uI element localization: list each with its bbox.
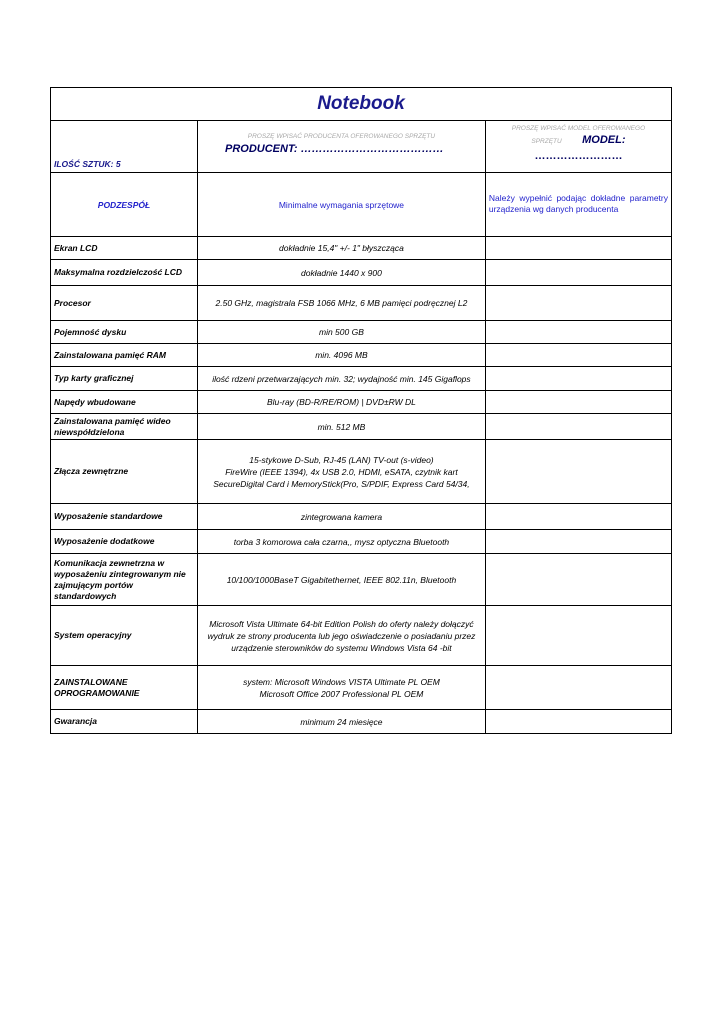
spec-label: Pojemność dysku — [51, 321, 198, 344]
spec-requirement: min. 512 MB — [198, 414, 486, 440]
table-row — [51, 260, 672, 286]
spec-label: Maksymalna rozdzielczość LCD — [51, 260, 198, 286]
spec-requirement: Microsoft Vista Ultimate 64-bit Edition Polish do oferty należy dołączyć wydruk ze strony producenta lub jego oświadczenie o posiadaniu przez urządzenie sterowników do systemu Windows Vista 64 -bit — [198, 606, 486, 666]
component-heading: PODZESPÓŁ — [51, 173, 198, 237]
table-row — [51, 504, 672, 530]
spec-label: Wyposażenie dodatkowe — [51, 530, 198, 554]
offer-value-cell[interactable] — [485, 440, 671, 504]
table-row — [51, 237, 672, 260]
offer-value-cell[interactable] — [485, 606, 671, 666]
spec-label: Zainstalowana pamięć RAM — [51, 344, 198, 367]
spec-requirement: dokładnie 1440 x 900 — [198, 260, 486, 286]
spec-label: Komunikacja zewnetrzna w wyposażeniu zintegrowanym nie zajmującym portów standardowych — [51, 554, 198, 606]
spec-label: Zainstalowana pamięć wideo niewspółdzielona — [51, 414, 198, 440]
fill-instruction: Należy wypełnić podając dokładne parametry urządzenia wg danych producenta — [485, 173, 671, 237]
table-row — [51, 710, 672, 734]
table-row — [51, 554, 672, 606]
spec-label: Napędy wbudowane — [51, 391, 198, 414]
model-dots: …………………… — [534, 150, 623, 162]
min-requirements-heading: Minimalne wymagania sprzętowe — [198, 173, 486, 237]
table-row — [51, 367, 672, 391]
spec-requirement: dokładnie 15,4" +/- 1" błyszcząca — [198, 237, 486, 260]
spec-table — [50, 87, 672, 734]
offer-value-cell[interactable] — [485, 710, 671, 734]
title-row — [51, 88, 672, 121]
table-row — [51, 530, 672, 554]
column-header-row — [51, 173, 672, 237]
spec-label: System operacyjny — [51, 606, 198, 666]
table-row — [51, 666, 672, 710]
spec-label: Procesor — [51, 286, 198, 321]
spec-requirement: 15-stykowe D-Sub, RJ-45 (LAN) TV-out (s-video) FireWire (IEEE 1394), 4x USB 2.0, HDMI, eSATA, czytnik kart SecureDigital Card i MemoryStick(Pro, S/PDIF, Express Card 54/34, — [198, 440, 486, 504]
offer-value-cell[interactable] — [485, 237, 671, 260]
quantity-cell: ILOŚĆ SZTUK: 5 — [51, 121, 198, 173]
spec-requirement: system: Microsoft Windows VISTA Ultimate PL OEM Microsoft Office 2007 Professional PL OEM — [198, 666, 486, 710]
offer-value-cell[interactable] — [485, 344, 671, 367]
spec-requirement: Blu-ray (BD-R/RE/ROM) | DVD±RW DL — [198, 391, 486, 414]
producer-label: PRODUCENT: ………………………………… — [225, 143, 444, 155]
spec-requirement: min 500 GB — [198, 321, 486, 344]
model-cell[interactable] — [485, 121, 671, 173]
producer-hint: PROSZĘ WPISAĆ PRODUCENTA OFEROWANEGO SPRZĘTU — [247, 133, 436, 140]
spec-requirement: ilość rdzeni przetwarzających min. 32; wydajność min. 145 Gigaflops — [198, 367, 486, 391]
spec-requirement: torba 3 komorowa cała czarna,, mysz optyczna Bluetooth — [198, 530, 486, 554]
table-row — [51, 391, 672, 414]
offer-value-cell[interactable] — [485, 321, 671, 344]
document-title: Notebook — [317, 93, 405, 114]
offer-value-cell[interactable] — [485, 504, 671, 530]
offer-value-cell[interactable] — [485, 554, 671, 606]
table-row — [51, 321, 672, 344]
spec-label: Wyposażenie standardowe — [51, 504, 198, 530]
spec-requirement: minimum 24 miesięce — [198, 710, 486, 734]
spec-label: Złącza zewnętrzne — [51, 440, 198, 504]
spec-label: ZAINSTALOWANE OPROGRAMOWANIE — [51, 666, 198, 710]
model-hint-line1: PROSZĘ WPISAĆ MODEL OFEROWANEGO — [511, 125, 646, 132]
spec-label: Typ karty graficznej — [51, 367, 198, 391]
model-label: MODEL: — [582, 134, 626, 146]
producer-cell[interactable] — [198, 121, 486, 173]
spec-label: Ekran LCD — [51, 237, 198, 260]
spec-rows — [51, 237, 672, 734]
offer-value-cell[interactable] — [485, 391, 671, 414]
model-hint-line2: SPRZĘTU — [531, 138, 562, 145]
producer-row — [51, 121, 672, 173]
spec-requirement: zintegrowana kamera — [198, 504, 486, 530]
table-row — [51, 286, 672, 321]
title-cell — [51, 88, 672, 121]
model-hint-row — [489, 132, 668, 150]
spec-requirement: 2.50 GHz, magistrala FSB 1066 MHz, 6 MB pamięci podręcznej L2 — [198, 286, 486, 321]
offer-value-cell[interactable] — [485, 666, 671, 710]
offer-value-cell[interactable] — [485, 286, 671, 321]
offer-value-cell[interactable] — [485, 414, 671, 440]
table-row — [51, 606, 672, 666]
table-row — [51, 414, 672, 440]
spec-label: Gwarancja — [51, 710, 198, 734]
table-row — [51, 440, 672, 504]
offer-value-cell[interactable] — [485, 260, 671, 286]
offer-value-cell[interactable] — [485, 367, 671, 391]
offer-value-cell[interactable] — [485, 530, 671, 554]
spec-requirement: 10/100/1000BaseT Gigabitethernet, IEEE 802.11n, Bluetooth — [198, 554, 486, 606]
table-row — [51, 344, 672, 367]
spec-requirement: min. 4096 MB — [198, 344, 486, 367]
